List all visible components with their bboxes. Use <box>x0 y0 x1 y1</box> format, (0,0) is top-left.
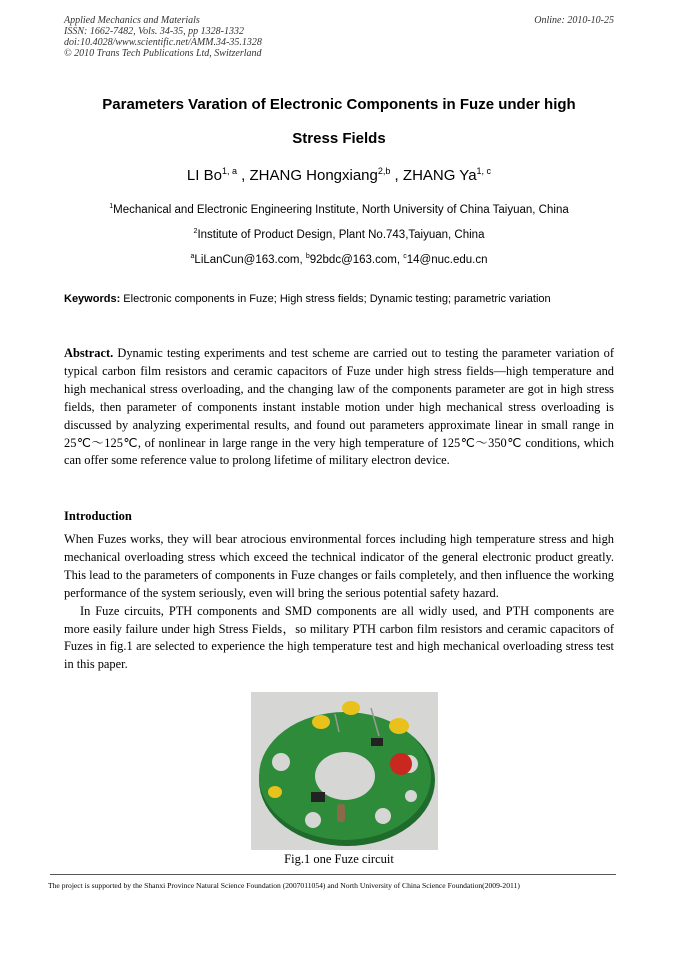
affiliation-1 <box>60 203 618 216</box>
mounting-hole <box>405 790 417 802</box>
funding-footnote: The project is supported by the Shanxi Province Natural Science Foundation (2007011054) and North University of China Science Foundation(2009-2011) <box>48 881 520 890</box>
ceramic-capacitor <box>389 718 409 734</box>
author-separator: , <box>236 167 250 184</box>
keywords-label: Keywords: <box>64 293 121 305</box>
online-date: Online: 2010-10-25 <box>534 15 614 26</box>
author-name: ZHANG Hongxiang <box>249 167 378 184</box>
journal-issn: ISSN: 1662-7482, Vols. 34-35, pp 1328-1332 <box>64 26 244 37</box>
ceramic-capacitor <box>268 786 282 798</box>
author-affiliation-marker: 1, c <box>476 166 492 176</box>
abstract-text: Dynamic testing experiments and test scheme are carried out to testing the parameter variation of typical carbon film resistors and ceramic capacitors of Fuze under high stress fields—high temperature and high mechanical stress overloading, and the changing law of the components parameter are got in high stress fields, then parameter of components instant instable motion under high mechanical stress overloading is discussed by analyzing experimental results, and found out parameters approximate linear in small range in 25℃～125℃, of nonlinear in large range in the very high temperature of 125℃～350℃ conditions, which can offer some reference value to prolong lifetime of military electron device. <box>64 346 614 468</box>
author-name: ZHANG Ya <box>402 167 477 184</box>
abstract-section <box>64 345 614 470</box>
title-line-2: Stress Fields <box>292 130 386 147</box>
resistor-component <box>390 753 412 775</box>
email-marker: b <box>305 253 310 260</box>
journal-doi[interactable]: doi:10.4028/www.scientific.net/AMM.34-35.1328 <box>64 37 262 48</box>
keywords-section <box>64 290 614 308</box>
author-list <box>60 166 618 184</box>
author-separator: , <box>390 167 403 184</box>
smd-chip <box>371 738 383 746</box>
carbon-film-resistor <box>337 804 345 822</box>
paper-title <box>60 88 618 156</box>
affiliation-2 <box>60 228 618 241</box>
email-marker: c <box>403 253 407 260</box>
abstract-label: Abstract. <box>64 346 114 360</box>
mounting-hole <box>272 753 290 771</box>
figure-caption: Fig.1 one Fuze circuit <box>284 852 394 866</box>
email-link[interactable]: 92bdc@163.com, <box>309 253 404 266</box>
fuze-circuit-photo <box>251 692 438 850</box>
ceramic-capacitor <box>312 715 330 729</box>
footnote-divider <box>50 874 616 875</box>
author-emails <box>60 253 618 266</box>
journal-name: Applied Mechanics and Materials <box>64 15 200 26</box>
mounting-hole <box>375 808 391 824</box>
author-affiliation-marker: 2,b <box>377 166 391 176</box>
email-marker: a <box>190 253 195 260</box>
affiliation-text: Institute of Product Design, Plant No.743,Taiyuan, China <box>197 228 485 241</box>
affiliation-text: Mechanical and Electronic Engineering Institute, North University of China Taiyuan, China <box>113 203 569 216</box>
journal-copyright: © 2010 Trans Tech Publications Ltd, Switzerland <box>64 48 262 59</box>
smd-chip <box>311 792 325 802</box>
author-name: LI Bo <box>186 167 222 184</box>
ceramic-capacitor <box>342 701 360 715</box>
mounting-hole <box>305 812 321 828</box>
introduction-paragraph: When Fuzes works, they will bear atrocious environmental forces including high temperature stress and high mechanical overloading stress which exceed the technical indicator of the general electronic product greatly. This lead to the parameters of components in Fuze changes or fails completely, and then influence the working performance of the system seriously, even will bring the serious potential safety hazard. <box>64 532 614 600</box>
affiliation-marker: 2 <box>193 228 198 235</box>
email-link[interactable]: LiLanCun@163.com, <box>194 253 306 266</box>
email-link[interactable]: 14@nuc.edu.cn <box>406 253 488 266</box>
keywords-text: Electronic components in Fuze; High stress fields; Dynamic testing; parametric variation <box>120 293 551 305</box>
fuze-circuit-illustration <box>251 692 438 850</box>
introduction-heading: Introduction <box>64 509 132 523</box>
introduction-body <box>64 531 614 674</box>
title-line-1: Parameters Varation of Electronic Components in Fuze under high <box>102 96 576 113</box>
author-affiliation-marker: 1, a <box>221 166 237 176</box>
journal-header <box>64 15 262 59</box>
introduction-paragraph: In Fuze circuits, PTH components and SMD components are all widly used, and PTH components are more easily failure under high Stress Fields，so military PTH carbon film resistors and ceramic capacitors of Fuzes in fig.1 are selected to experience the high temperature test and high mechanical overloading stress test in this paper. <box>64 603 614 672</box>
affiliation-marker: 1 <box>109 203 114 210</box>
